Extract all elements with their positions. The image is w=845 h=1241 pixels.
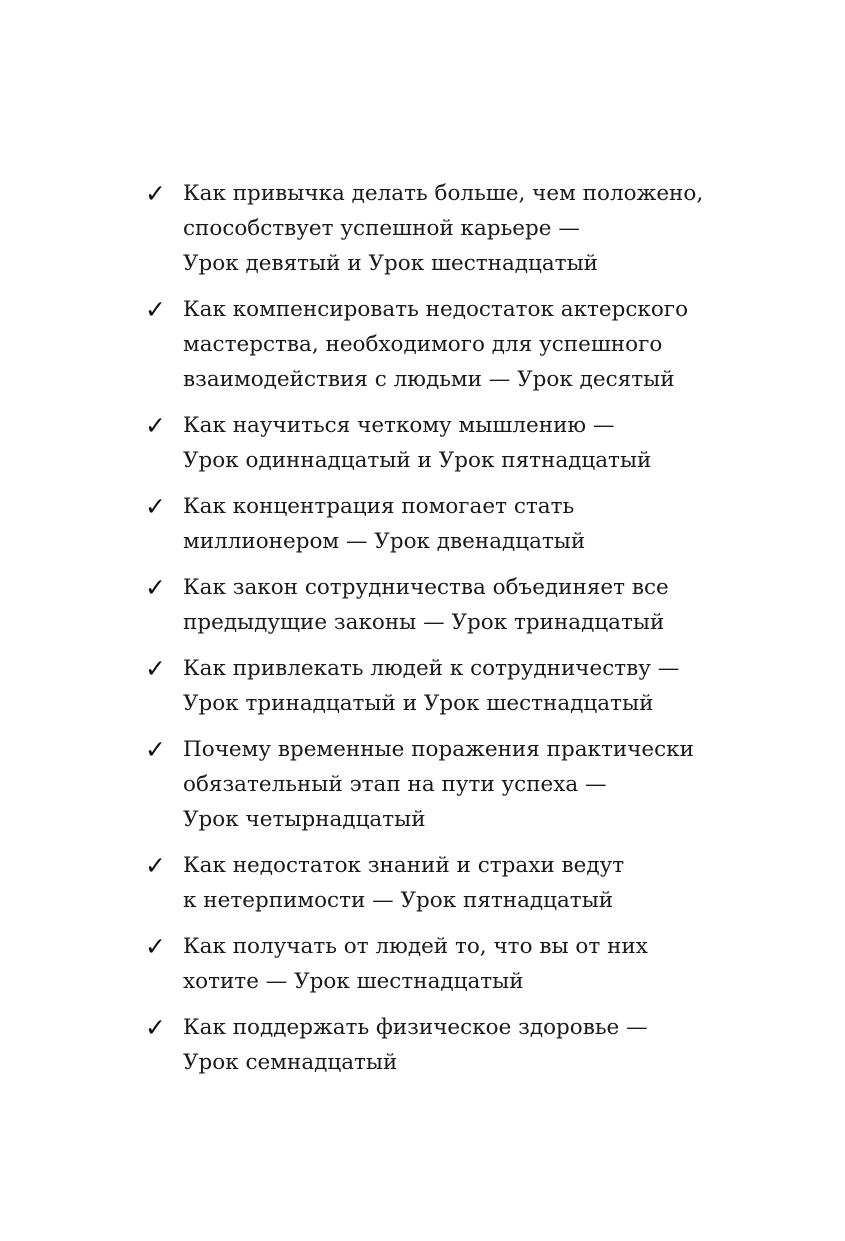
list-item (145, 176, 745, 281)
check-mark-icon: ✓ (145, 932, 166, 961)
list-item (145, 489, 745, 559)
list-item (145, 1010, 745, 1080)
check-mark-icon: ✓ (145, 851, 166, 880)
list-item-text: Как концентрация помогает стать миллионером — Урок двенадцатый (183, 494, 586, 554)
check-mark-icon: ✓ (145, 411, 166, 440)
list-item-text: Как закон сотрудничества объединяет все предыдущие законы — Урок тринадцатый (183, 575, 669, 635)
list-item (145, 408, 745, 478)
list-item-text: Почему временные поражения практически обязательный этап на пути успеха — Урок четырнадцатый (183, 737, 694, 832)
list-item (145, 292, 745, 397)
list-item-text: Как поддержать физическое здоровье — Урок семнадцатый (183, 1015, 648, 1075)
list-item-text: Как научиться четкому мышлению — Урок одиннадцатый и Урок пятнадцатый (183, 413, 652, 473)
check-mark-icon: ✓ (145, 295, 166, 324)
check-mark-icon: ✓ (145, 735, 166, 764)
list-item-text: Как недостаток знаний и страхи ведут к нетерпимости — Урок пятнадцатый (183, 853, 625, 913)
check-mark-icon: ✓ (145, 573, 166, 602)
list-item (145, 732, 745, 837)
list-item (145, 929, 745, 999)
checklist (145, 176, 745, 1091)
list-item-text: Как получать от людей то, что вы от них хотите — Урок шестнадцатый (183, 934, 648, 994)
check-mark-icon: ✓ (145, 654, 166, 683)
list-item-text: Как компенсировать недостаток актерского мастерства, необходимого для успешного взаимодействия с людьми — Урок десятый (183, 297, 689, 392)
check-mark-icon: ✓ (145, 1013, 166, 1042)
list-item (145, 570, 745, 640)
check-mark-icon: ✓ (145, 492, 166, 521)
list-item (145, 651, 745, 721)
list-item-text: Как привычка делать больше, чем положено, способствует успешной карьере — Урок девятый и Урок шестнадцатый (183, 181, 704, 276)
check-mark-icon: ✓ (145, 179, 166, 208)
list-item (145, 848, 745, 918)
list-item-text: Как привлекать людей к сотрудничеству — Урок тринадцатый и Урок шестнадцатый (183, 656, 680, 716)
